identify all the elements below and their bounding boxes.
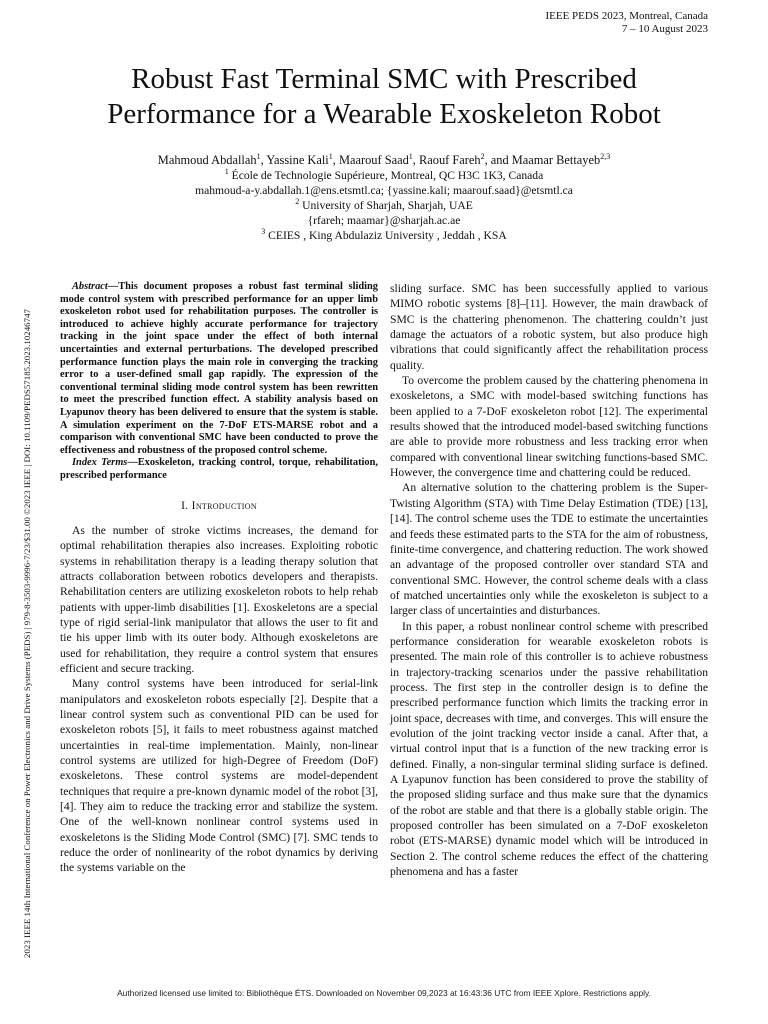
affiliation-mark: 1 [224,167,229,177]
author-name: Yassine Kali [266,153,329,167]
author-aff: 2,3 [600,151,611,161]
author-name: Maamar Bettayeb [511,153,601,167]
affiliation-text: University of Sharjah, Sharjah, UAE [302,199,473,212]
affiliation-line [40,168,728,183]
author-block [40,153,728,243]
author-names: Mahmoud Abdallah$^1$, Yassine Kali$^1$, Maarouf Saad$^1$, Raouf Fareh$^2$, and Maamar Bettayeb$^{2,3}$ [157,151,611,167]
body-paragraph: sliding surface. SMC has been successfully applied to various MIMO robotic systems [8]–[11]. However, the main drawback of SMC is the chattering phenomenon. The chattering couldn’t just damage the actuators of a robotic system, but also produce high vibrations that could significantly affect the rehabilitation process quality. [390,282,708,372]
left-column [60,281,378,876]
conference-name: IEEE PEDS 2023, Montreal, Canada [545,10,708,22]
abstract-text: —This document proposes a robust fast terminal sliding mode control system with prescribed performance for an upper limb exoskeleton robot used for rehabilitation purposes. The controller is introduced to achieve highly accurate performance for trajectory tracking in the joint space under the effect of both internal uncertainties and external perturbations. The developed prescribed performance function plays the main role in converging the tracking error to a user-defined small gap rapidly. The expression of the conventional terminal sliding mode control system has been rewritten to meet the prescribed function effect. A stability analysis based on Lyapunov theory has been delivered to ensure that the system is stable. A simulation experiment on the 7-DoF ETS-MARSE robot and a comparison with conventional SMC have been conducted to prove the effectiveness and robustness of the proposed control scheme. [60,281,378,456]
body-paragraph: Many control systems have been introduced for serial-link manipulators and exoskeleton robots especially [2]. Despite that a linear control system such as conventional PID can be used for exoskeleton robots [5], it fails to meet robustness against matched uncertainties in real-time implementation. Mainly, non-linear control systems are utilized for high-Degree of Freedom (DoF) exoskeletons. These control systems are model-dependent techniques that require a pre-known dynamic model of the robot [3], [4]. They aim to reduce the tracking error and stabilize the system. One of the well-known nonlinear control systems used in exoskeletons is the Sliding Mode Control (SMC) [7]. SMC tends to reduce the order of nonlinearity of the robot dynamics by deriving the systems variable on the [60,677,378,875]
paper-title [40,62,728,132]
author-aff: 1 [256,151,261,161]
body-paragraph: An alternative solution to the chattering problem is the Super-Twisting Algorithm (STA) with Time Delay Estimation (TDE) [13], [14]. The control scheme uses the TDE to estimate the uncertainties and feeds these estimated parts to the STA for the aim of robustness, finite-time convergence, and chattering reduction. The work showed an advantage of the proposed controller over standard STA and conventional SMC. However, the control scheme deals with a class of matched uncertainties only while the exoskeleton is subject to a larger class of uncertainties and disturbances. [390,481,708,618]
conference-header [545,10,708,36]
affiliation-text: CEIES , King Abdulaziz University , Jeddah , KSA [268,229,507,242]
right-column [390,281,708,879]
author-name: Maarouf Saad [338,153,409,167]
section-number: I. [181,498,189,512]
affiliation-mark: 2 [295,197,300,207]
affiliation-text: {rfareh; maamar}@sharjah.ac.ae [307,214,461,227]
abstract [60,281,378,457]
index-terms-label: Index Terms [72,457,128,469]
affiliation-text: mahmoud-a-y.abdallah.1@ens.etsmtl.ca; {yassine.kali; maarouf.saad}@etsmtl.ca [195,184,573,197]
abstract-label: Abstract [72,281,108,292]
author-aff: 1 [408,151,413,161]
doi-sidebar: 2023 IEEE 14th International Conference on Power Electronics and Drive Systems (PEDS) | 979-8-3503-9996-7/23/$31.00 ©2023 IEEE | DOI: 10.1109/PEDS57185.2023.10246747 [22,309,32,958]
author-name: Mahmoud Abdallah [157,153,257,167]
title-line-1: Robust Fast Terminal SMC with Prescribed [131,63,637,95]
section-heading [60,498,378,513]
title-line-2: Performance for a Wearable Exoskeleton Robot [107,98,661,130]
body-paragraph: As the number of stroke victims increases, the demand for optimal rehabilitation therapies also increases. Exploiting robotic systems in rehabilitation therapy is a leading therapy solution that attracts collaboration between robotics developers and therapists. Rehabilitation centers are utilizing exoskeleton robots to help rehab patients with upper-limb disabilities [1]. Exoskeletons are a special type of rigid serial-link manipulator that allows the user to fit and tie his upper limb with its outer body. Although exoskeletons are used for rehabilitation, they require a control system that ensures efficient and secure tracking. [60,523,378,675]
body-paragraph: To overcome the problem caused by the chattering phenomena in exoskeletons, a SMC with model-based switching functions has been applied to a 7-DoF exoskeleton robot [12]. The experimental results showed that the introduced model-based switching functions are able to provide more robustness and less tracking error when compared with conventional linear switching functions-based SMC. However, the convergence time and chattering could be reduced. [390,374,708,480]
author-aff: 1 [328,151,333,161]
license-footer: Authorized licensed use limited to: Bibliothèque ÉTS. Downloaded on November 09,2023 at 16:43:36 UTC from IEEE Xplore. Restrictions apply. [117,988,651,998]
index-terms [60,457,378,482]
author-name: Raouf Fareh [419,153,481,167]
affiliation-line [40,228,728,243]
affiliation-line [40,198,728,213]
body-paragraph: In this paper, a robust nonlinear control scheme with prescribed performance consideration for wearable exoskeleton robots is presented. The main role of this controller is to achieve robustness in trajectory-tracking scenarios under the passive rehabilitation process. The first step in the controller design is to define the prescribed performance function which limits the tracking error in joint space, decreases with time, and converges. This will ensure the evolution of the joint tracking vector inside a canal. After that, a virtual control input that is a function of the new tracking error is defined. Finally, a non-singular terminal sliding surface is defined. A Lyapunov function has been considered to prove the stability of the proposed sliding surface and thus make sure that the dynamics of the robot are stable and that there is a globally stable origin. The proposed controller has been simulated on a 7-DoF exoskeleton robot (ETS-MARSE) dynamic model which will be introduced in Section 2. The control scheme reduces the effect of the chattering phenomena and has a faster [390,619,708,879]
index-terms-text: —Exoskeleton, tracking control, torque, rehabilitation, prescribed performance [60,457,378,481]
affiliation-line [40,183,728,198]
affiliation-text: École de Technologie Supérieure, Montreal, QC H3C 1K3, Canada [231,169,544,182]
affiliation-mark: 3 [261,227,266,237]
section-title: Introduction [191,498,257,512]
author-aff: 2 [480,151,485,161]
conference-dates: 7 – 10 August 2023 [621,23,708,35]
affiliation-line [40,213,728,228]
